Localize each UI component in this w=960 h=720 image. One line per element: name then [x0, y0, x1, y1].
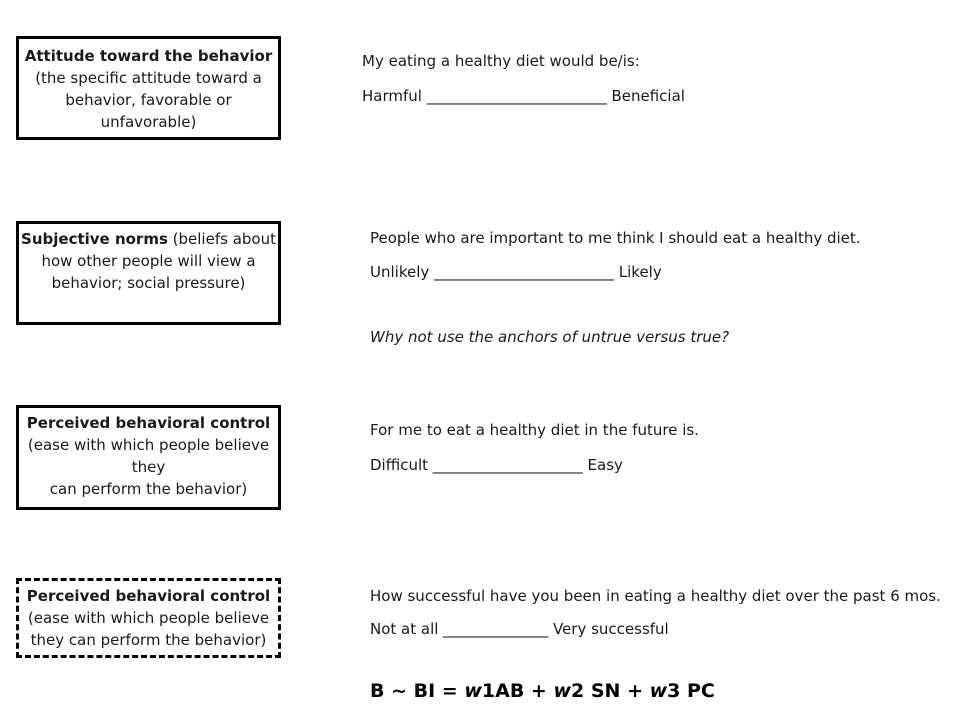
formula-part-1: B ~ BI = [370, 680, 465, 702]
attitude-box [16, 36, 281, 140]
subjective-norms-box [16, 221, 281, 325]
formula-weight-2: w [553, 680, 572, 702]
item-3-question: For me to eat a healthy diet in the future is. [370, 421, 699, 439]
subjective-norms-description: (beliefs about how other people will view a behavior; social pressure) [41, 230, 276, 292]
item-1-question: My eating a healthy diet would be/is: [362, 52, 640, 70]
perceived-control-box-dashed [16, 578, 281, 658]
subjective-norms-title: Subjective norms [21, 230, 168, 248]
item-1-scale: Harmful ________________________ Beneficial [362, 87, 685, 105]
item-4-scale: Not at all ______________ Very successful [370, 620, 669, 638]
item-2-scale: Unlikely ________________________ Likely [370, 263, 662, 281]
item-2-question: People who are important to me think I should eat a healthy diet. [370, 229, 861, 247]
perceived-control-description-line1: (ease with which people believe they [27, 436, 270, 476]
behavior-formula [370, 680, 715, 702]
perceived-control-dashed-description: (ease with which people believe they can perform the behavior) [27, 609, 270, 649]
item-2-note: Why not use the anchors of untrue versus true? [370, 328, 730, 346]
perceived-control-box [16, 405, 281, 510]
attitude-description: (the specific attitude toward a behavior, favorable or unfavorable) [35, 69, 262, 131]
perceived-control-dashed-title: Perceived behavioral control [26, 587, 271, 605]
perceived-control-title: Perceived behavioral control [26, 414, 271, 432]
formula-part-3: 2 SN + [571, 680, 650, 702]
perceived-control-description-line2: can perform the behavior) [49, 480, 248, 498]
formula-part-2: 1AB + [481, 680, 554, 702]
formula-weight-3: w [649, 680, 668, 702]
item-4-question: How successful have you been in eating a healthy diet over the past 6 mos. [370, 587, 941, 605]
formula-part-4: 3 PC [667, 680, 715, 702]
attitude-title: Attitude toward the behavior [24, 47, 273, 65]
formula-weight-1: w [464, 680, 482, 702]
item-3-scale: Difficult ____________________ Easy [370, 456, 623, 474]
